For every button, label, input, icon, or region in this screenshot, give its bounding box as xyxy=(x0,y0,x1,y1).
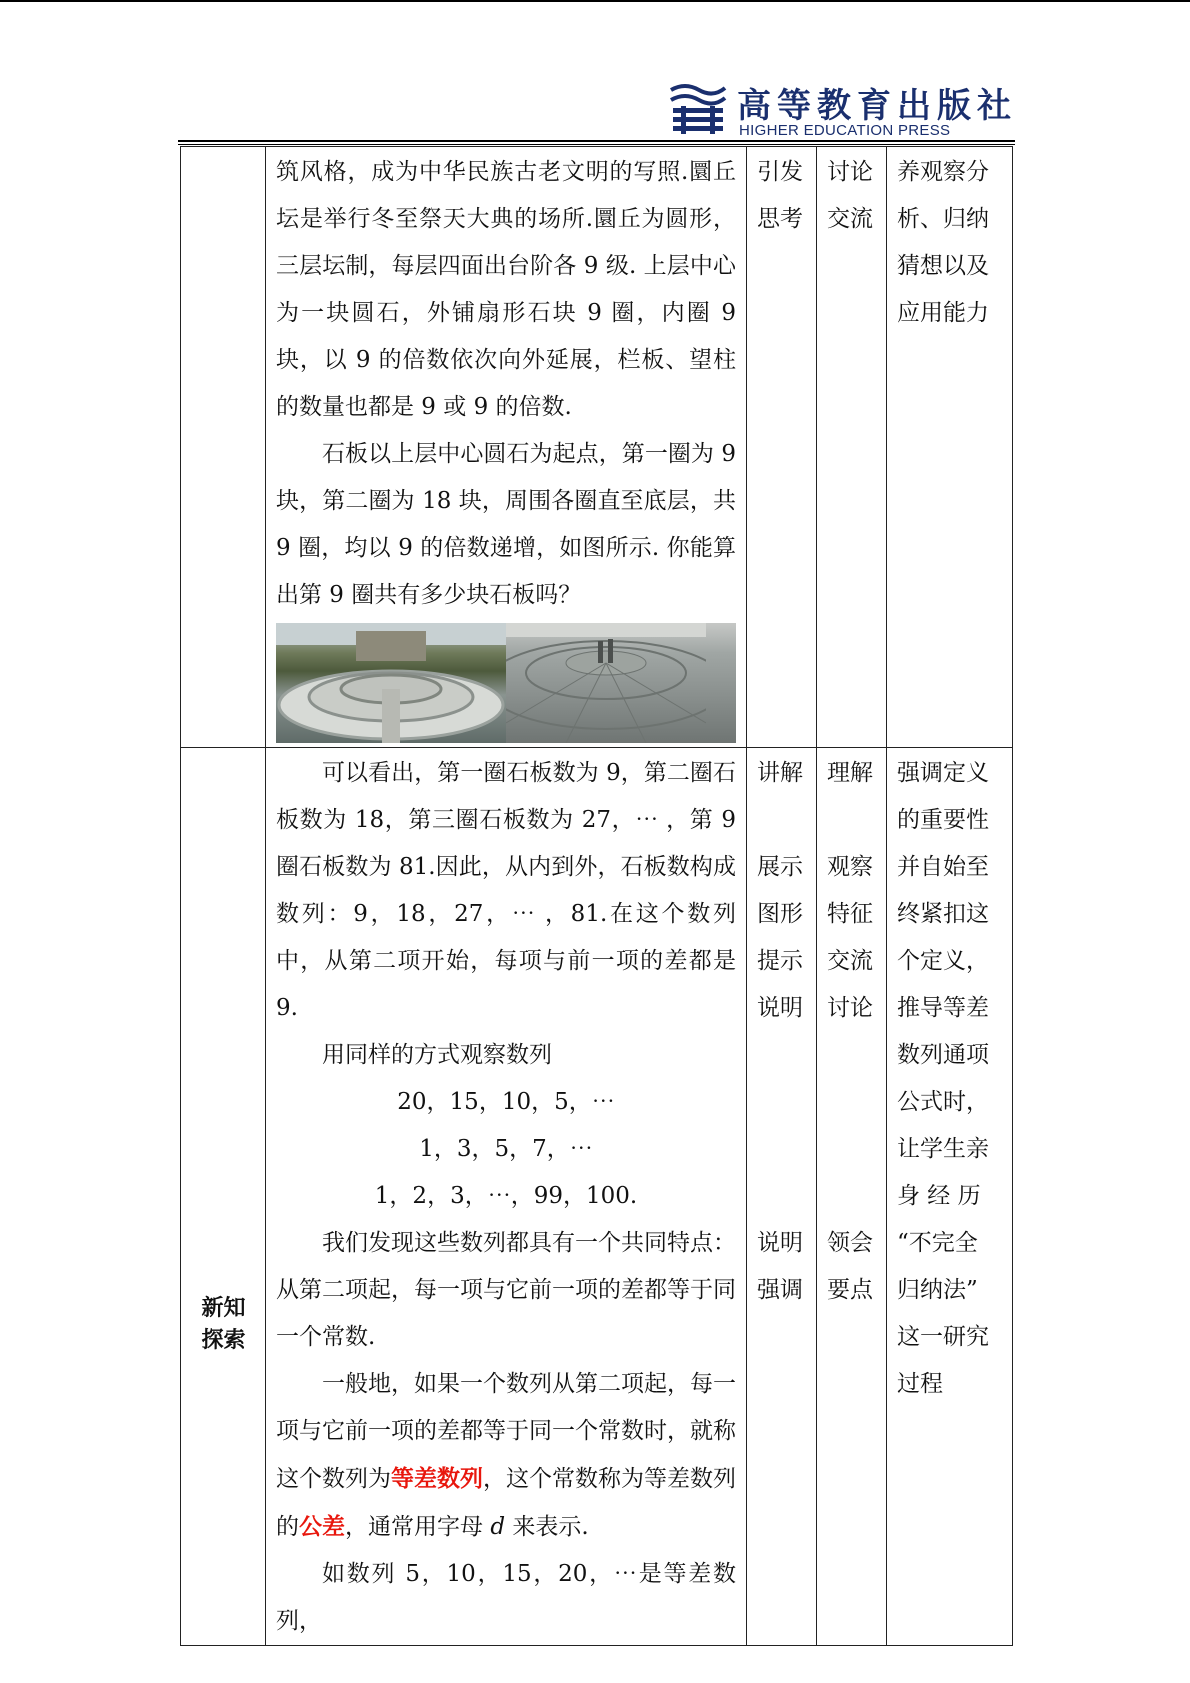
teacher-activity-text: 说明 xyxy=(757,1230,803,1256)
content-cell xyxy=(266,147,747,748)
student-activity-text: 交流 xyxy=(827,206,873,232)
teacher-activity-text: 图形 xyxy=(757,901,803,927)
definition-text: 来表示. xyxy=(505,1514,589,1540)
term-arithmetic-sequence: 等差数列 xyxy=(391,1465,483,1492)
intent-text: 应用能力 xyxy=(897,300,989,326)
top-border-line xyxy=(0,0,1190,2)
publisher-name-cn: 高等教育出版社 xyxy=(737,86,1017,126)
sequence-example: 20，15，10，5，⋯ xyxy=(397,1089,615,1115)
teacher-activity-text: 展示 xyxy=(757,854,803,880)
stone-slabs-illustration xyxy=(506,623,706,743)
teacher-activity-text: 引发 xyxy=(757,159,803,185)
student-activity-cell xyxy=(817,748,887,1646)
stage-label xyxy=(181,1293,266,1357)
intent-text: 归纳法” xyxy=(897,1277,978,1303)
intent-text: 猜想以及 xyxy=(897,253,989,279)
intent-text: 的重要性 xyxy=(897,807,989,833)
center-stone-photo xyxy=(506,623,736,743)
teacher-activity-text: 提示 xyxy=(757,948,803,974)
intro-paragraph: 筑风格，成为中华民族古老文明的写照.圜丘坛是举行冬至祭天大典的场所.圜丘为圆形，三层坛制，每层四面出台阶各 9 级. 上层中心为一块圆石，外铺扇形石块 9 圈，内圈 9 块，以 9 的倍数依次向外延展，栏板、望柱的数量也都是 9 或 9 的倍数. xyxy=(276,159,736,420)
intent-text: 过程 xyxy=(897,1371,943,1397)
student-activity-text: 领会 xyxy=(827,1230,873,1256)
header-rule-thin xyxy=(178,144,1015,145)
stage-label-line: 新知 xyxy=(201,1296,246,1321)
intent-text: 析、归纳 xyxy=(897,206,989,232)
intent-text: “不完全 xyxy=(897,1230,978,1256)
stage-label-line: 探索 xyxy=(201,1328,246,1353)
intent-text: 个定义， xyxy=(897,948,989,974)
content-cell xyxy=(266,748,747,1646)
example-paragraph: 如数列 5，10，15，20，⋯是等差数列， xyxy=(276,1561,736,1634)
circular-mound-altar-photo xyxy=(276,623,506,743)
common-feature-paragraph: 我们发现这些数列都具有一个共同特点：从第二项起，每一项与它前一项的差都等于同一个常数. xyxy=(276,1230,736,1350)
student-activity-text: 讨论 xyxy=(827,159,873,185)
publisher-header xyxy=(667,82,1017,140)
teacher-activity-text: 强调 xyxy=(757,1277,803,1303)
student-activity-cell xyxy=(817,147,887,748)
design-intent-cell xyxy=(887,748,1013,1646)
table-row xyxy=(181,748,1013,1646)
design-intent-cell xyxy=(887,147,1013,748)
publisher-name-en: HIGHER EDUCATION PRESS xyxy=(739,122,951,139)
term-common-difference: 公差 xyxy=(299,1513,345,1540)
variable-d: d xyxy=(490,1514,506,1540)
student-activity-text: 交流 xyxy=(827,948,873,974)
student-activity-text: 理解 xyxy=(827,760,873,786)
intent-text: 并自始至 xyxy=(897,854,989,880)
intent-text: 让学生亲 xyxy=(897,1136,989,1162)
definition-paragraph xyxy=(276,1361,736,1551)
stage-cell xyxy=(181,748,266,1646)
student-activity-text: 讨论 xyxy=(827,995,873,1021)
definition-text: ，通常用字母 xyxy=(345,1514,491,1540)
teacher-activity-text: 思考 xyxy=(757,206,803,232)
definition-text: ，这个常数称为等差数列的 xyxy=(276,1466,736,1540)
intent-text: 数列通项 xyxy=(897,1042,989,1068)
intent-text: 公式时， xyxy=(897,1089,989,1115)
observation-paragraph: 可以看出，第一圈石板数为 9，第二圈石板数为 18，第三圈石板数为 27，⋯ ，第 9 圈石板数为 81.因此，从内到外，石板数构成数列：9，18，27，⋯ ，81.在这个数列中，从第二项开始，每项与前一项的差都是 9. xyxy=(276,760,736,1021)
intent-text: 终紧扣这 xyxy=(897,901,989,927)
sequence-example: 1，3，5，7，⋯ xyxy=(419,1136,593,1162)
teacher-activity-text: 讲解 xyxy=(757,760,803,786)
intent-text: 推导等差 xyxy=(897,995,989,1021)
student-activity-text: 特征 xyxy=(827,901,873,927)
hep-wave-logo-icon xyxy=(667,82,729,138)
header-rule xyxy=(178,140,1015,142)
teacher-activity-text: 说明 xyxy=(757,995,803,1021)
stage-cell xyxy=(181,147,266,748)
intent-text: 这一研究 xyxy=(897,1324,989,1350)
teacher-activity-cell xyxy=(747,748,817,1646)
teacher-activity-cell xyxy=(747,147,817,748)
intent-text: 强调定义 xyxy=(897,760,989,786)
sequence-example: 1，2，3，⋯，99，100. xyxy=(374,1183,638,1209)
table-row xyxy=(181,147,1013,748)
student-activity-text: 要点 xyxy=(827,1277,873,1303)
intent-text: 养观察分 xyxy=(897,159,989,185)
definition-text: 一般地，如果一个数列从第二项起，每一项与它前一项的差都等于同一个常数时，就称这个数列为 xyxy=(276,1371,736,1492)
student-activity-text: 观察 xyxy=(827,854,873,880)
question-paragraph: 石板以上层中心圆石为起点，第一圈为 9 块，第二圈为 18 块，周围各圈直至底层，共 9 圈，均以 9 的倍数递增，如图所示. 你能算出第 9 圈共有多少块石板吗？ xyxy=(276,441,736,608)
instruction-paragraph: 用同样的方式观察数列 xyxy=(322,1042,552,1068)
photo-row xyxy=(276,619,736,747)
altar-aerial-illustration xyxy=(276,623,506,743)
lesson-plan-table xyxy=(180,146,1013,1646)
intent-text: 身 经 历 xyxy=(897,1183,981,1209)
